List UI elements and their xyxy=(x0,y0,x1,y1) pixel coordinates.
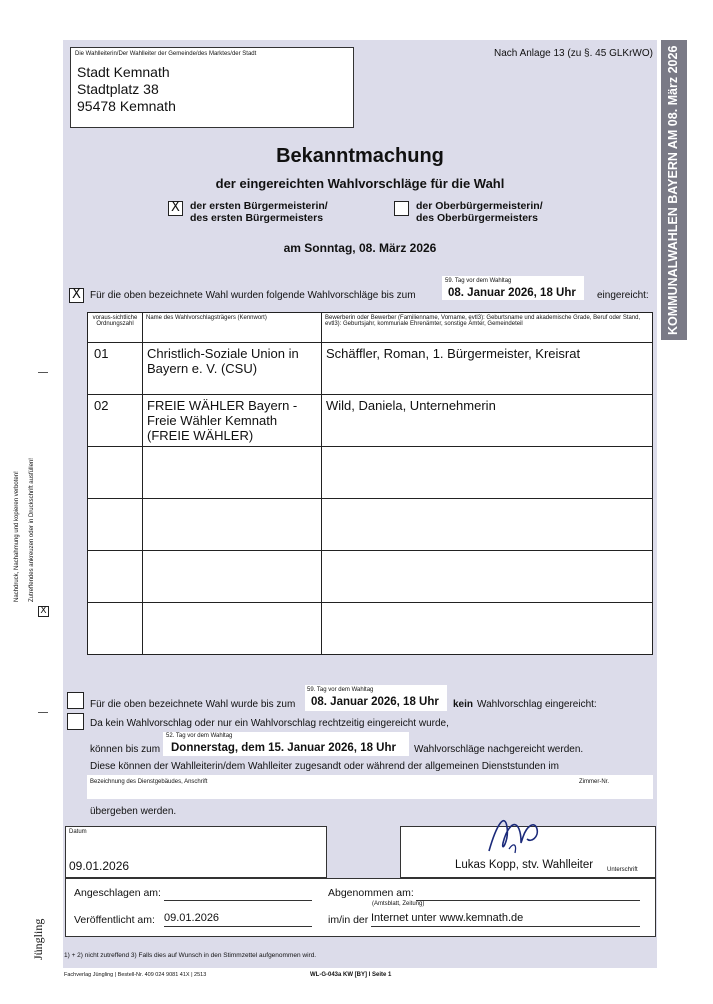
margin-note-fill: Zutreffendes ankreuzen oder in Druckschrift ausfüllen! xyxy=(29,458,35,602)
row-number xyxy=(88,603,143,655)
margin-note-copy: Nachdruck, Nachahmung und kopieren verboten! xyxy=(14,471,20,602)
removed-field[interactable] xyxy=(416,887,640,901)
row-candidate xyxy=(322,447,653,499)
none-submitted-bold: kein xyxy=(453,699,474,710)
published-label: Veröffentlicht am: xyxy=(74,914,155,926)
row-party xyxy=(143,447,322,499)
page-title: Bekanntmachung xyxy=(276,145,444,167)
row-candidate: Wild, Daniela, Unternehmerin xyxy=(322,395,653,447)
side-banner-text: KOMMUNALWAHLEN BAYERN AM 08. März 2026 xyxy=(666,45,680,335)
submitted-deadline-field xyxy=(442,276,584,300)
row-number: 02 xyxy=(88,395,143,447)
extension-text: Da kein Wahlvorschlag oder nur ein Wahlvorschlag rechtzeitig eingereicht wurde, xyxy=(90,718,449,729)
extension-prefix: können bis zum xyxy=(90,744,161,755)
row-party xyxy=(143,499,322,551)
none-submitted-checkbox[interactable] xyxy=(67,692,84,709)
in-label: im/in der xyxy=(328,914,369,926)
signature-mark xyxy=(479,813,549,858)
candidates-table xyxy=(87,312,653,655)
option-label-mayor: der ersten Bürgermeisterin/ des ersten Bürgermeisters xyxy=(190,200,328,224)
page-subtitle: der eingereichten Wahlvorschläge für die Wahl xyxy=(215,176,505,191)
extension-checkbox[interactable] xyxy=(67,713,84,730)
header-number: voraus-sichtliche Ordnungszahl xyxy=(88,313,143,343)
footer-publisher: Fachverlag Jüngling | Bestell-Nr. 409 024 9081 41X | 2513 xyxy=(64,972,207,978)
header-party: Name des Wahlvorschlagsträgers (Kennwort) xyxy=(143,313,322,343)
table-row xyxy=(88,499,653,551)
table-row xyxy=(88,343,653,395)
extension-deadline-label: 52. Tag vor dem Wahltag xyxy=(166,733,233,739)
signature-box xyxy=(400,826,656,878)
signature-label: Unterschrift xyxy=(607,867,638,873)
row-number xyxy=(88,499,143,551)
publisher-logo: Jüngling xyxy=(31,918,45,960)
date-value: 09.01.2026 xyxy=(69,859,130,873)
posted-field[interactable] xyxy=(164,887,312,901)
submitted-deadline: 08. Januar 2026, 18 Uhr xyxy=(448,287,576,299)
row-party xyxy=(143,603,322,655)
none-deadline-field xyxy=(305,685,447,711)
submitted-deadline-label: 59. Tag vor dem Wahltag xyxy=(445,278,512,284)
submitted-text: Für die oben bezeichnete Wahl wurden folgende Wahlvorschläge bis zum xyxy=(90,290,416,301)
fold-mark xyxy=(38,712,48,713)
table-row xyxy=(88,551,653,603)
row-candidate: Schäffler, Roman, 1. Bürgermeister, Kreisrat xyxy=(322,343,653,395)
table-row xyxy=(88,447,653,499)
table-header-row xyxy=(88,313,653,343)
row-number: 01 xyxy=(88,343,143,395)
election-date: am Sonntag, 08. März 2026 xyxy=(283,241,437,255)
table-row xyxy=(88,395,653,447)
submitted-checkbox[interactable]: X xyxy=(69,288,84,303)
authority-name: Stadt Kemnath xyxy=(77,64,170,80)
gazette-field[interactable]: Internet unter www.kemnath.de xyxy=(371,912,640,927)
authority-city: 95478 Kemnath xyxy=(77,98,176,114)
removed-label: Abgenommen am: xyxy=(328,887,414,899)
row-number xyxy=(88,551,143,603)
published-field[interactable]: 09.01.2026 xyxy=(164,912,312,927)
signer-name: Lukas Kopp, stv. Wahlleiter xyxy=(455,859,594,871)
extension-office-text: Diese können der Wahlleiterin/dem Wahlleiter zugesandt oder während der allgemeinen Dienststunden im xyxy=(90,761,559,772)
table-row xyxy=(88,603,653,655)
extension-suffix: Wahlvorschläge nachgereicht werden. xyxy=(414,744,584,755)
authority-header: Die Wahlleiterin/Der Wahlleiter der Gemeinde/des Marktes/der Stadt xyxy=(75,51,257,57)
margin-checkbox: X xyxy=(38,606,49,617)
room-label: Zimmer-Nr. xyxy=(579,779,609,785)
extension-deadline: Donnerstag, dem 15. Januar 2026, 18 Uhr xyxy=(171,742,396,754)
authority-box xyxy=(70,47,354,128)
row-candidate xyxy=(322,603,653,655)
handover-text: übergeben werden. xyxy=(90,806,177,817)
row-candidate xyxy=(322,499,653,551)
building-field xyxy=(87,775,653,799)
none-deadline: 08. Januar 2026, 18 Uhr xyxy=(311,696,439,708)
header-candidate: Bewerberin oder Bewerber (Familienname, Vorname, evtl3): Geburtsname und akademische Grade, Beruf oder Stand, evtl3): Geburtsjahr, kommunale Ehrenämter, sonstige Ämter, Gemeindeteil xyxy=(322,313,653,343)
row-party: FREIE WÄHLER Bayern - Freie Wähler Kemnath (FREIE WÄHLER) xyxy=(143,395,322,447)
footer-form-id: WL-G-043a KW [BY] I Seite 1 xyxy=(310,972,392,978)
annex-reference: Nach Anlage 13 (zu §. 45 GLKrWO) xyxy=(494,48,653,59)
fold-mark xyxy=(38,372,48,373)
footnote: 1) + 2) nicht zutreffend 3) Falls dies auf Wunsch in den Stimmzettel aufgenommen wird. xyxy=(64,952,317,959)
posting-box xyxy=(65,878,656,937)
row-candidate xyxy=(322,551,653,603)
option-label-lord-mayor: der Oberbürgermeisterin/ des Oberbürgermeisters xyxy=(416,200,543,224)
authority-street: Stadtplatz 38 xyxy=(77,81,159,97)
gazette-label: (Amtsblatt, Zeitung) xyxy=(372,901,425,907)
date-label: Datum xyxy=(69,829,87,835)
row-number xyxy=(88,447,143,499)
row-party: Christlich-Soziale Union in Bayern e. V. (CSU) xyxy=(143,343,322,395)
date-box xyxy=(65,826,327,878)
posted-label: Angeschlagen am: xyxy=(74,887,161,899)
option-checkbox-mayor[interactable]: X xyxy=(168,201,183,216)
extension-deadline-field xyxy=(163,732,409,756)
row-party xyxy=(143,551,322,603)
submitted-suffix: eingereicht: xyxy=(597,290,649,301)
option-checkbox-lord-mayor[interactable] xyxy=(394,201,409,216)
none-deadline-label: 59. Tag vor dem Wahltag xyxy=(307,687,374,693)
none-submitted-suffix: Wahlvorschlag eingereicht: xyxy=(477,699,597,710)
none-submitted-text: Für die oben bezeichnete Wahl wurde bis zum xyxy=(90,699,296,710)
building-label: Bezeichnung des Dienstgebäudes, Anschrift xyxy=(90,779,208,785)
